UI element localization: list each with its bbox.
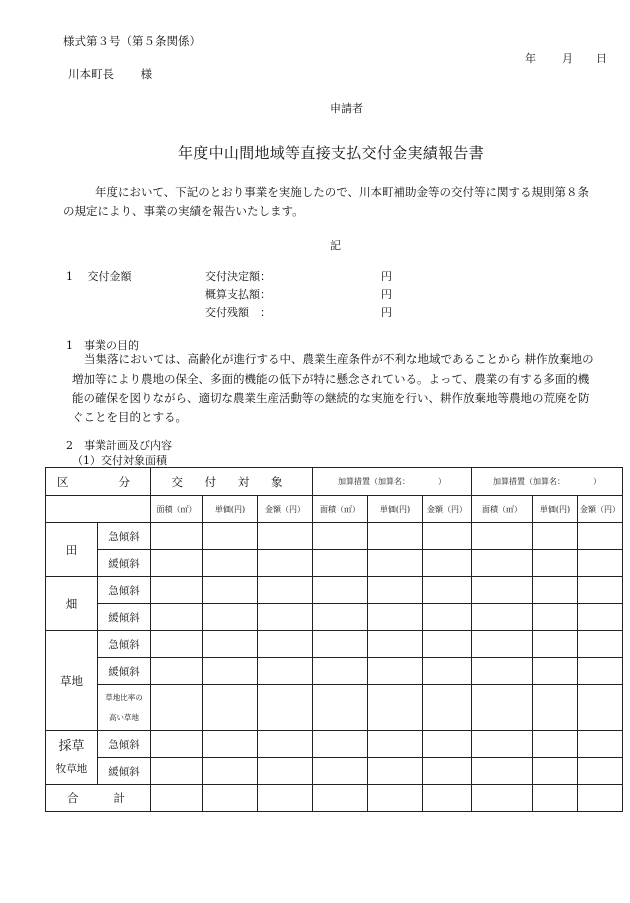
cell — [533, 731, 578, 758]
cell — [533, 631, 578, 658]
cell — [258, 658, 313, 685]
ki-heading: 記 — [330, 239, 341, 252]
date-year: 年 — [525, 52, 536, 65]
cell — [313, 785, 368, 812]
cell — [578, 604, 623, 631]
grant-estimated-unit: 円 — [381, 288, 392, 301]
sub-price3-header: 単価(円) — [533, 496, 578, 523]
cell — [368, 685, 423, 731]
cell — [313, 685, 368, 731]
cell — [313, 523, 368, 550]
cell — [203, 785, 258, 812]
cell — [533, 785, 578, 812]
cell — [472, 731, 533, 758]
cell — [423, 604, 472, 631]
cell — [203, 631, 258, 658]
cell — [151, 604, 203, 631]
cell — [258, 631, 313, 658]
saisou-line-1: 採草 — [58, 738, 85, 754]
cell — [423, 685, 472, 731]
col-add2-header: 加算措置（加算名： ） — [472, 468, 623, 496]
cell — [368, 731, 423, 758]
cell — [151, 550, 203, 577]
row-label-ta: 田 — [46, 523, 98, 577]
cell — [203, 658, 258, 685]
cell — [578, 758, 623, 785]
cell — [368, 523, 423, 550]
cell — [313, 577, 368, 604]
cell — [533, 577, 578, 604]
row-label-total: 合 計 — [46, 785, 151, 812]
cell — [203, 577, 258, 604]
cell — [578, 685, 623, 731]
cell — [203, 685, 258, 731]
row-label-saisou — [46, 731, 98, 785]
cell — [258, 685, 313, 731]
date-day: 日 — [596, 52, 607, 65]
form-number: 様式第３号（第５条関係） — [63, 34, 201, 48]
row-ta-steep: 急傾斜 — [98, 523, 151, 550]
cell — [151, 685, 203, 731]
cell — [472, 550, 533, 577]
sub-price2-header: 単価(円) — [368, 496, 423, 523]
intro-line-1: 年度において、下記のとおり事業を実施したので、川本町補助金等の交付等に関する規則第８条 — [95, 185, 590, 199]
sub-amount-header: 金額（円） — [258, 496, 313, 523]
purpose-line-3: 能の確保を図りながら、適切な農業生産活動等の継続的な実施を行い、耕作放棄地等農地の荒廃を防 — [72, 391, 590, 405]
cell — [313, 758, 368, 785]
cell — [313, 604, 368, 631]
plan-subheading: （1）交付対象面積 — [72, 454, 167, 467]
cell — [423, 523, 472, 550]
col-add1-header: 加算措置（加算名： ） — [313, 468, 472, 496]
cell — [151, 758, 203, 785]
cell — [423, 658, 472, 685]
cell — [423, 731, 472, 758]
saisou-line-2: 牧草地 — [55, 762, 88, 775]
row-hata-gentle: 緩傾斜 — [98, 604, 151, 631]
cell — [423, 758, 472, 785]
row-souchi-steep: 急傾斜 — [98, 631, 151, 658]
row-saisou-gentle: 緩傾斜 — [98, 758, 151, 785]
sub-price-header: 単価(円) — [203, 496, 258, 523]
subsidy-area-table — [45, 467, 623, 812]
sub-area2-header: 面積（㎡） — [313, 496, 368, 523]
cell — [472, 523, 533, 550]
cell — [313, 658, 368, 685]
cell — [313, 550, 368, 577]
row-ta-gentle: 緩傾斜 — [98, 550, 151, 577]
cell — [423, 785, 472, 812]
cell — [368, 631, 423, 658]
cell — [423, 577, 472, 604]
cell — [151, 785, 203, 812]
row-saisou-steep: 急傾斜 — [98, 731, 151, 758]
grant-decided-label: 交付決定額： — [205, 270, 271, 283]
cell — [472, 758, 533, 785]
high-ratio-line-2: 高い草地 — [109, 712, 139, 722]
cell — [578, 550, 623, 577]
cell — [533, 550, 578, 577]
cell — [151, 523, 203, 550]
purpose-line-2: 増加等により農地の保全、多面的機能の低下が特に懸念されている。よって、農業の有する多面的機 — [72, 372, 590, 386]
high-ratio-line-1: 草地比率の — [105, 692, 143, 702]
grant-remaining-unit: 円 — [381, 306, 392, 319]
cell — [472, 785, 533, 812]
row-souchi-high-ratio — [98, 685, 151, 731]
row-label-souchi: 草地 — [46, 631, 98, 731]
cell — [203, 758, 258, 785]
cell — [368, 785, 423, 812]
sub-area3-header: 面積（㎡） — [472, 496, 533, 523]
cell — [258, 577, 313, 604]
applicant-label: 申請者 — [330, 102, 363, 115]
cell — [533, 604, 578, 631]
col-target-header: 交 付 対 象 — [151, 468, 313, 496]
cell — [368, 658, 423, 685]
cell — [368, 758, 423, 785]
cell — [533, 685, 578, 731]
plan-heading: 2 事業計画及び内容 — [66, 439, 172, 452]
cell — [423, 550, 472, 577]
cell — [578, 523, 623, 550]
cell — [203, 731, 258, 758]
category-subheader-blank — [46, 496, 151, 523]
cell — [368, 604, 423, 631]
cell — [472, 577, 533, 604]
cell — [258, 785, 313, 812]
date-month: 月 — [562, 52, 573, 65]
intro-line-2: の規定により、事業の実績を報告いたします。 — [63, 204, 304, 218]
row-hata-steep: 急傾斜 — [98, 577, 151, 604]
addressee: 川本町長 様 — [68, 67, 153, 81]
sub-area-header: 面積（㎡） — [151, 496, 203, 523]
row-label-hata: 畑 — [46, 577, 98, 631]
col-category-header: 区 分 — [46, 468, 151, 496]
row-souchi-gentle: 緩傾斜 — [98, 658, 151, 685]
cell — [472, 604, 533, 631]
grant-section-heading: 1 交付金額 — [66, 270, 132, 283]
purpose-line-4: ぐことを目的とする。 — [72, 410, 187, 424]
cell — [151, 631, 203, 658]
cell — [151, 577, 203, 604]
cell — [258, 550, 313, 577]
cell — [151, 658, 203, 685]
document-title: 年度中山間地域等直接支払交付金実績報告書 — [178, 144, 485, 162]
cell — [368, 550, 423, 577]
grant-estimated-label: 概算支払額： — [205, 288, 271, 301]
cell — [423, 631, 472, 658]
cell — [258, 731, 313, 758]
cell — [313, 631, 368, 658]
sub-amount2-header: 金額（円） — [423, 496, 472, 523]
cell — [258, 523, 313, 550]
cell — [368, 577, 423, 604]
cell — [258, 604, 313, 631]
cell — [578, 577, 623, 604]
cell — [203, 604, 258, 631]
cell — [151, 731, 203, 758]
sub-amount3-header: 金額（円） — [578, 496, 623, 523]
cell — [258, 758, 313, 785]
cell — [472, 631, 533, 658]
cell — [533, 658, 578, 685]
cell — [203, 550, 258, 577]
grant-decided-unit: 円 — [381, 270, 392, 283]
cell — [533, 758, 578, 785]
cell — [203, 523, 258, 550]
cell — [578, 658, 623, 685]
purpose-heading: 1 事業の目的 — [66, 339, 139, 352]
cell — [472, 685, 533, 731]
cell — [472, 658, 533, 685]
grant-remaining-label: 交付残額 ： — [205, 306, 271, 319]
cell — [578, 785, 623, 812]
cell — [578, 631, 623, 658]
purpose-line-1: 当集落においては、高齢化が進行する中、農業生産条件が不利な地域であることから 耕作放棄地の — [84, 352, 594, 366]
cell — [578, 731, 623, 758]
cell — [313, 731, 368, 758]
cell — [533, 523, 578, 550]
